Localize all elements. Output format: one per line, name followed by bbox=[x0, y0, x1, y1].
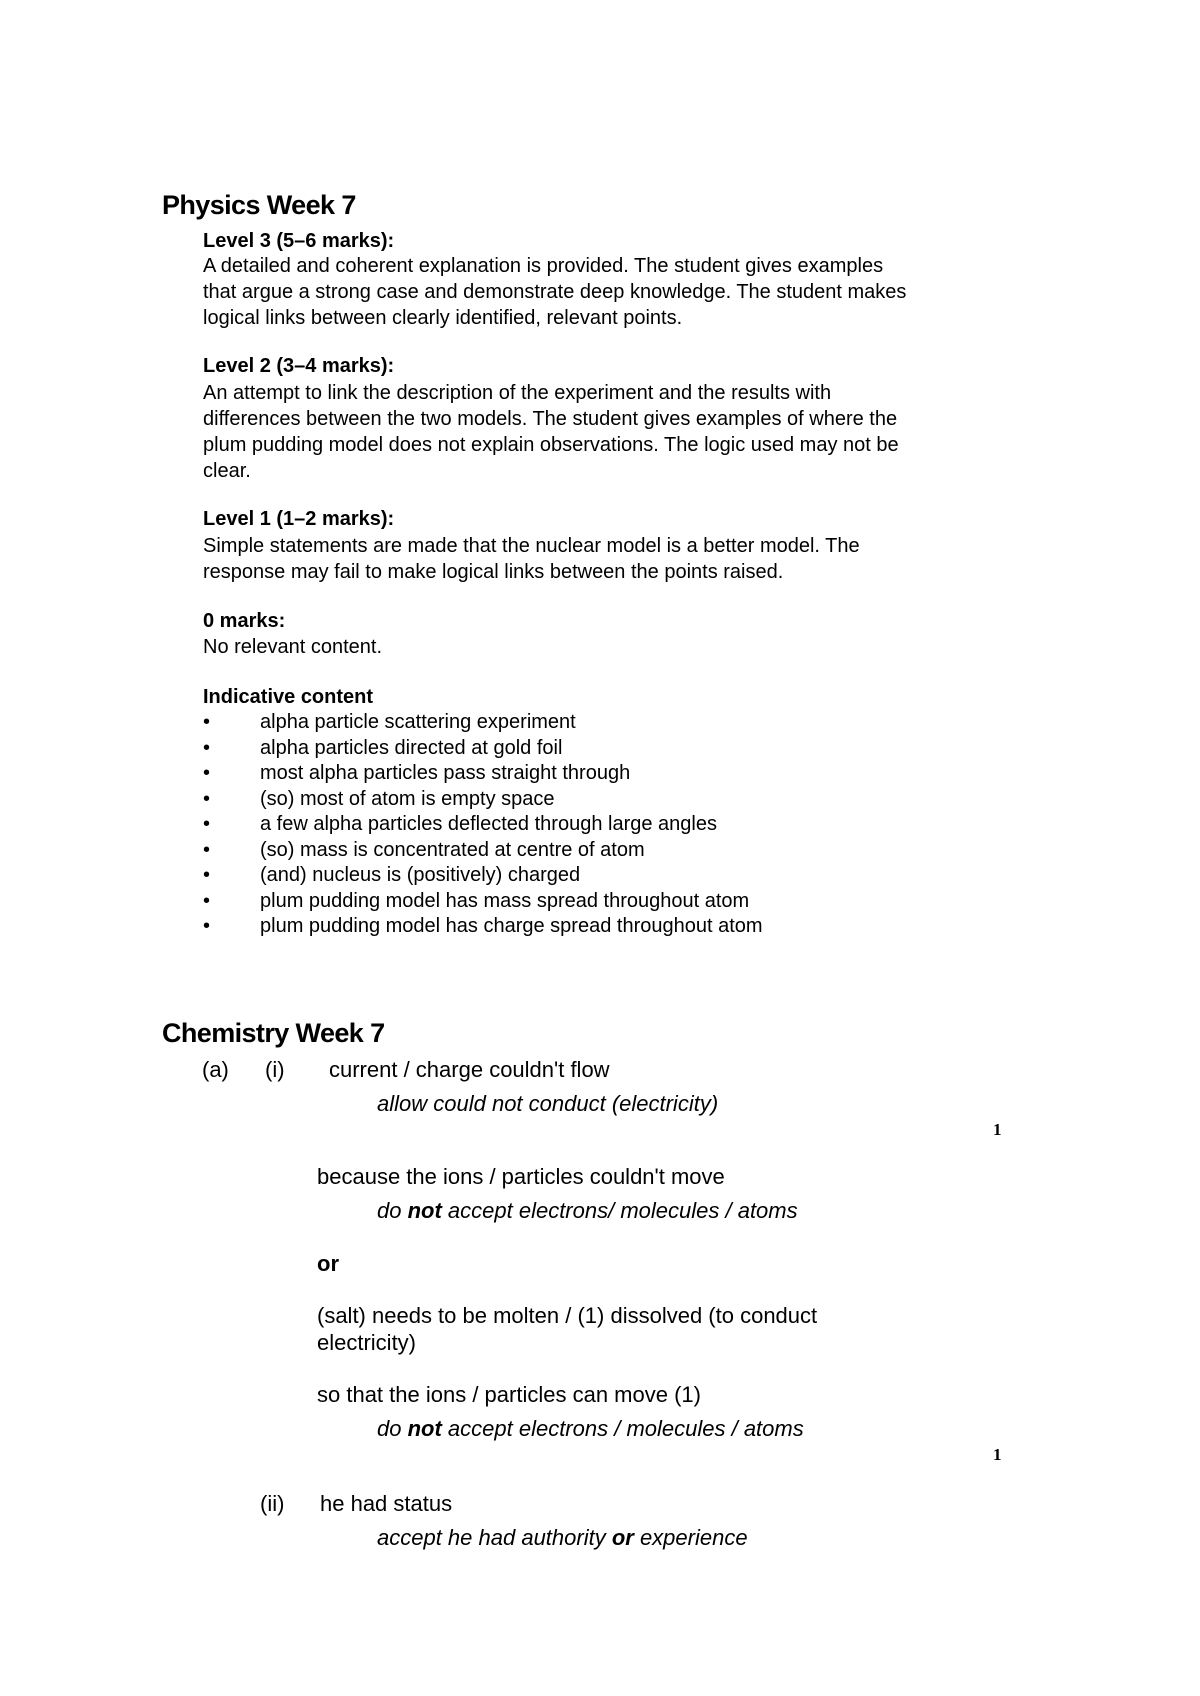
list-item-text: (and) nucleus is (positively) charged bbox=[260, 864, 581, 886]
bullet-icon: • bbox=[203, 915, 211, 937]
indicative-list bbox=[203, 711, 1003, 951]
answer-line-2: because the ions / particles couldn't move bbox=[317, 1164, 725, 1189]
part-ii-label: (ii) bbox=[260, 1491, 285, 1516]
dnr-note-2 bbox=[377, 1416, 804, 1442]
list-item-text: alpha particles directed at gold foil bbox=[260, 736, 563, 759]
level2-heading: Level 2 (3–4 marks): bbox=[203, 355, 395, 377]
or-label: or bbox=[317, 1251, 339, 1276]
level1-heading: Level 1 (1–2 marks): bbox=[203, 508, 395, 530]
list-item-text: a few alpha particles deflected through large angles bbox=[260, 813, 717, 835]
answer-line-5: he had status bbox=[320, 1491, 453, 1516]
level0-text bbox=[203, 634, 382, 660]
bullet-icon: • bbox=[203, 762, 211, 784]
bullet-icon: • bbox=[203, 736, 211, 759]
part-i-label: (i) bbox=[265, 1057, 285, 1082]
bullet-icon: • bbox=[203, 813, 211, 835]
dnr-note-1-bold: not bbox=[407, 1198, 442, 1223]
level1-text bbox=[203, 533, 860, 585]
dnr-note-2-bold: not bbox=[407, 1416, 442, 1441]
level1-line: Simple statements are made that the nuclear model is a better model. The bbox=[203, 535, 860, 557]
level2-text bbox=[203, 380, 899, 484]
bullet-icon: • bbox=[203, 787, 211, 810]
level3-text bbox=[203, 253, 906, 331]
list-item-text: (so) mass is concentrated at centre of atom bbox=[260, 838, 645, 861]
level2-line: An attempt to link the description of the experiment and the results with bbox=[203, 382, 832, 404]
bullet-icon: • bbox=[203, 838, 211, 861]
answer-line-4: so that the ions / particles can move (1) bbox=[317, 1382, 701, 1407]
level3-heading: Level 3 (5–6 marks): bbox=[203, 230, 395, 252]
list-item-text: plum pudding model has charge spread throughout atom bbox=[260, 915, 763, 937]
level2-line: plum pudding model does not explain observations. The logic used may not be bbox=[203, 434, 899, 456]
physics-title: Physics Week 7 bbox=[162, 190, 356, 220]
level3-line: that argue a strong case and demonstrate deep knowledge. The student makes bbox=[203, 281, 907, 303]
accept-note-pre: accept he had authority bbox=[377, 1525, 612, 1550]
level2-line: differences between the two models. The student gives examples of where the bbox=[203, 408, 898, 430]
accept-note-post: experience bbox=[633, 1525, 748, 1550]
answer-line-1: current / charge couldn't flow bbox=[329, 1057, 610, 1082]
level3-line: logical links between clearly identified, relevant points. bbox=[203, 307, 683, 329]
dnr-note-1 bbox=[377, 1198, 798, 1224]
answer-line-3a: (salt) needs to be molten / (1) dissolved (to conduct bbox=[317, 1303, 818, 1328]
accept-note-bold: or bbox=[611, 1525, 634, 1550]
bullet-icon: • bbox=[203, 711, 211, 733]
list-item-text: alpha particle scattering experiment bbox=[260, 711, 576, 733]
bullet-icon: • bbox=[203, 889, 211, 912]
list-item-text: plum pudding model has mass spread throughout atom bbox=[260, 889, 750, 912]
dnr-note-2-pre: do bbox=[377, 1416, 408, 1441]
indicative-heading: Indicative content bbox=[203, 686, 374, 708]
dnr-note-2-post: accept electrons / molecules / atoms bbox=[441, 1416, 804, 1441]
dnr-note-1-post: accept electrons/ molecules / atoms bbox=[441, 1198, 798, 1223]
level0-line: No relevant content. bbox=[203, 636, 382, 658]
bullet-icon: • bbox=[203, 864, 211, 886]
level0-heading: 0 marks: bbox=[203, 610, 286, 632]
mark-1: 1 bbox=[993, 1120, 1002, 1139]
level1-line: response may fail to make logical links between the points raised. bbox=[203, 561, 784, 583]
list-item-text: most alpha particles pass straight through bbox=[260, 762, 631, 784]
allow-note-1: allow could not conduct (electricity) bbox=[377, 1091, 719, 1116]
part-a-label: (a) bbox=[202, 1057, 229, 1082]
answer-line-3b: electricity) bbox=[317, 1330, 417, 1355]
accept-note bbox=[377, 1525, 748, 1551]
level2-line: clear. bbox=[203, 460, 251, 482]
dnr-note-1-pre: do bbox=[377, 1198, 408, 1223]
level3-line: A detailed and coherent explanation is provided. The student gives examples bbox=[203, 255, 884, 277]
list-item-text: (so) most of atom is empty space bbox=[260, 787, 555, 810]
mark-2: 1 bbox=[993, 1445, 1002, 1464]
chemistry-title: Chemistry Week 7 bbox=[162, 1018, 385, 1048]
